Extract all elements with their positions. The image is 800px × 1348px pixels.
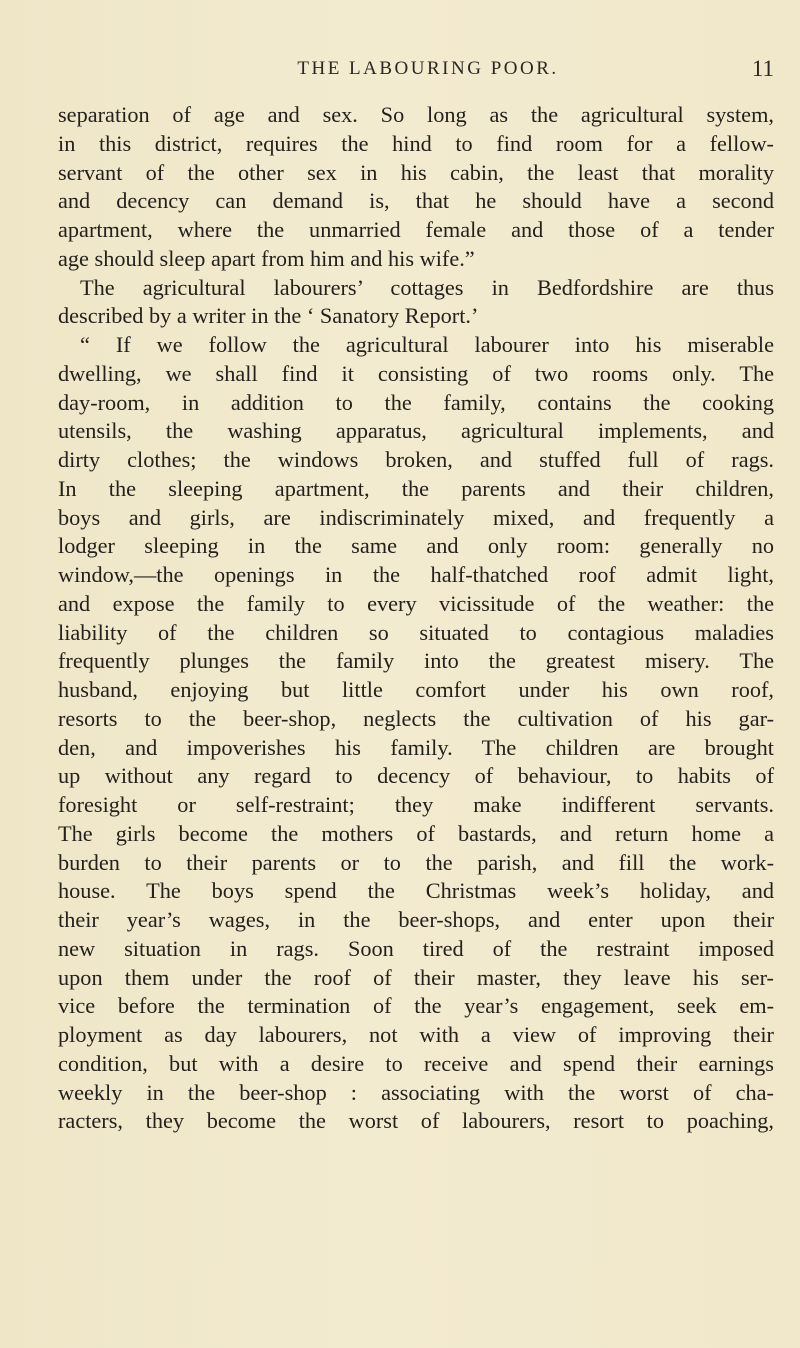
text-line: husband, enjoying but little comfort under his own roof, (58, 677, 774, 702)
text-line: described by a writer in the ‘ Sanatory Report.’ (58, 303, 479, 329)
text-line: day-room, in addition to the family, contains the cooking (58, 389, 774, 415)
text-line: vice before the termination of the year’s engagement, seek em- (58, 993, 774, 1019)
running-title: THE LABOURING POOR. (297, 58, 559, 79)
text-line: frequently plunges the family into the greatest misery. The (58, 648, 774, 674)
text-line: up without any regard to decency of behaviour, to habits of (58, 763, 774, 789)
text-line: their year’s wages, in the beer-shops, and enter upon their (58, 907, 774, 932)
text-line: boys and girls, are indiscriminately mixed, and frequently a (58, 504, 774, 530)
text-line: dirty clothes; the windows broken, and stuffed full of rags. (58, 447, 774, 472)
text-line: in this district, requires the hind to find room for a fellow- (58, 130, 774, 156)
text-line: In the sleeping apartment, the parents and their children, (58, 475, 774, 501)
text-line: resorts to the beer-shop, neglects the cultivation of his gar- (58, 705, 774, 731)
text-line: ployment as day labourers, not with a view of improving their (58, 1022, 774, 1047)
text-line: window,—the openings in the half-thatched roof admit light, (58, 562, 774, 587)
text-line: burden to their parents or to the parish, and fill the work- (58, 849, 774, 875)
text-line: apartment, where the unmarried female and those of a tender (58, 217, 774, 242)
text-line: dwelling, we shall find it consisting of two rooms only. The (58, 360, 774, 386)
page-number: 11 (751, 56, 774, 81)
text-line: and decency can demand is, that he should have a second (58, 188, 774, 214)
text-line: weekly in the beer-shop : associating with the worst of cha- (58, 1079, 774, 1105)
text-line: foresight or self-restraint; they make indifferent servants. (58, 792, 774, 817)
body-text (58, 101, 774, 1136)
text-line: racters, they become the worst of labourers, resort to poaching, (58, 1108, 774, 1134)
text-line: age should sleep apart from him and his wife.” (58, 245, 475, 271)
text-line: servant of the other sex in his cabin, the least that morality (58, 159, 774, 185)
text-line: den, and impoverishes his family. The children are brought (58, 734, 774, 760)
text-line: liability of the children so situated to contagious maladies (58, 619, 774, 645)
text-line: The girls become the mothers of bastards, and return home a (58, 820, 774, 846)
text-line: The agricultural labourers’ cottages in Bedfordshire are thus (80, 274, 774, 300)
text-line: house. The boys spend the Christmas week’s holiday, and (58, 878, 774, 904)
text-line: lodger sleeping in the same and only room: generally no (58, 533, 774, 559)
text-line: separation of age and sex. So long as the agricultural system, (58, 102, 774, 127)
text-line: “ If we follow the agricultural labourer into his miserable (80, 332, 774, 357)
text-line: upon them under the roof of their master, they leave his ser- (58, 964, 774, 990)
text-line: and expose the family to every vicissitude of the weather: the (58, 590, 774, 616)
text-line: condition, but with a desire to receive and spend their earnings (58, 1050, 774, 1076)
text-line: utensils, the washing apparatus, agricultural implements, and (58, 418, 774, 444)
text-line: new situation in rags. Soon tired of the restraint imposed (58, 935, 774, 961)
page-header (58, 58, 774, 88)
